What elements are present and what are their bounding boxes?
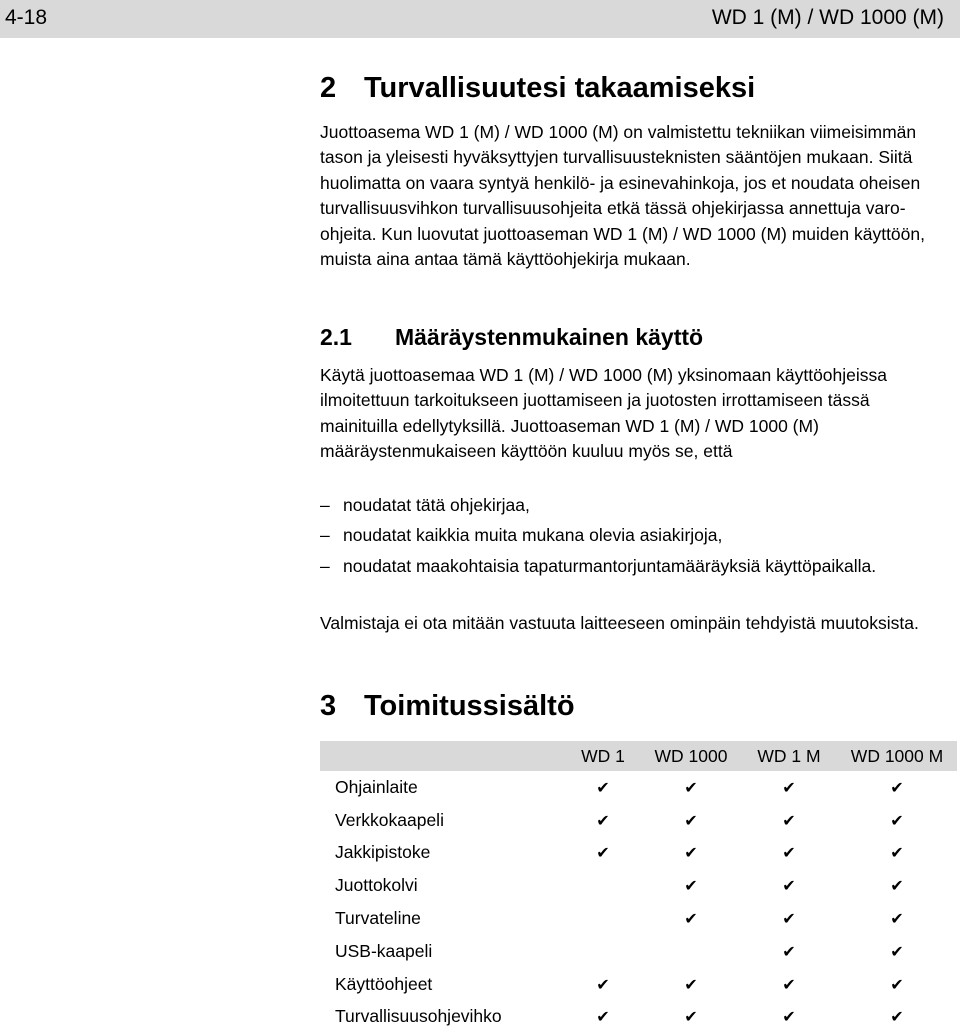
checkmark-icon: ✔ <box>890 810 904 830</box>
item-name-cell: Jakkipistoke <box>335 842 431 863</box>
item-name-cell: Verkkokaapeli <box>335 809 444 830</box>
checkmark-icon: ✔ <box>596 1007 610 1027</box>
checkmark-icon: ✔ <box>782 810 796 830</box>
section-2-1-paragraph: Käytä juottoasemaa WD 1 (M) / WD 1000 (M) yksinomaan käyttöohjeissa ilmoitettuun tarkoitukseen juottamiseen ja juotosten irrottamiseen tässä mainituilla edellytyksillä. Juottoaseman WD 1 (M) / WD 1000 (M) määräystenmukaiseen käyttöön kuuluu myös se, että <box>320 365 888 462</box>
item-name-cell: Ohjainlaite <box>335 776 418 797</box>
table-row <box>320 968 957 1001</box>
table-row <box>320 771 957 804</box>
column-header-wd1: WD 1 <box>581 745 625 766</box>
section-2-number: 2 <box>320 72 337 104</box>
section-2-1-number: 2.1 <box>320 324 352 350</box>
checkmark-icon: ✔ <box>782 1007 796 1027</box>
page-header <box>0 0 960 38</box>
section-2-paragraph: Juottoasema WD 1 (M) / WD 1000 (M) on valmistettu tekniikan viimeisimmän tason ja yleisesti hyväksyttyjen turvallisuusteknisten sääntöjen mukaan. Siitä huolimatta on vaara syntyä henkilö- ja esinevahinkoja, jos et noudata oheisen turvallisuusvihkon turvallisuusohjeita etkä tässä ohjekirjassa annettuja varo-ohjeita. Kun luovutat juottoaseman WD 1 (M) / WD 1000 (M) muiden käyttöön, muista aina antaa tämä käyttöohjekirja mukaan. <box>320 122 925 270</box>
checkmark-icon: ✔ <box>596 974 610 994</box>
section-3-heading <box>320 688 575 724</box>
checkmark-icon: ✔ <box>890 1007 904 1027</box>
empty-cell <box>641 935 741 968</box>
checkmark-icon: ✔ <box>890 909 904 929</box>
table-row <box>320 837 957 870</box>
checkmark-icon: ✔ <box>684 974 698 994</box>
empty-cell <box>565 902 641 935</box>
disclaimer-paragraph: Valmistaja ei ota mitään vastuuta laitteeseen ominpäin tehdyistä muutoksista. <box>320 613 919 633</box>
model-name: WD 1 (M) / WD 1000 (M) <box>711 6 944 29</box>
checkmark-icon: ✔ <box>782 843 796 863</box>
checkmark-icon: ✔ <box>684 810 698 830</box>
dash-icon: – <box>320 525 330 546</box>
section-3-number: 3 <box>320 690 337 722</box>
checkmark-icon: ✔ <box>890 974 904 994</box>
section-2-1-title: Määräystenmukainen käyttö <box>395 324 704 350</box>
item-name-cell: Turvateline <box>335 908 421 929</box>
item-name-cell: Käyttöohjeet <box>335 973 433 994</box>
checkmark-icon: ✔ <box>684 876 698 896</box>
list-item <box>320 554 950 579</box>
delivery-contents-table <box>320 741 957 1033</box>
table-row <box>320 902 957 935</box>
checkmark-icon: ✔ <box>684 909 698 929</box>
item-name-cell: USB-kaapeli <box>335 940 433 961</box>
list-item-text: noudatat maakohtaisia tapaturmantorjuntamääräyksiä käyttöpaikalla. <box>343 555 877 576</box>
checkmark-icon: ✔ <box>782 909 796 929</box>
section-2-title: Turvallisuutesi takaamiseksi <box>364 72 756 104</box>
checkmark-icon: ✔ <box>684 1007 698 1027</box>
checkmark-icon: ✔ <box>782 974 796 994</box>
empty-cell <box>565 869 641 902</box>
table-row <box>320 1001 957 1034</box>
list-item <box>320 493 950 518</box>
column-header-wd1m: WD 1 M <box>757 745 821 766</box>
list-item <box>320 523 950 548</box>
requirements-list <box>320 493 950 579</box>
column-header-wd1000m: WD 1000 M <box>850 745 944 766</box>
checkmark-icon: ✔ <box>596 843 610 863</box>
list-item-text: noudatat kaikkia muita mukana olevia asiakirjoja, <box>343 525 723 546</box>
checkmark-icon: ✔ <box>782 777 796 797</box>
checkmark-icon: ✔ <box>684 843 698 863</box>
column-header-wd1000: WD 1000 <box>654 745 728 766</box>
page-number: 4-18 <box>5 6 48 29</box>
checkmark-icon: ✔ <box>890 843 904 863</box>
table-row <box>320 935 957 968</box>
list-item-text: noudatat tätä ohjekirjaa, <box>343 495 530 515</box>
dash-icon: – <box>320 495 330 515</box>
checkmark-icon: ✔ <box>890 876 904 896</box>
checkmark-icon: ✔ <box>782 941 796 961</box>
section-2-heading <box>320 70 755 106</box>
empty-cell <box>565 935 641 968</box>
table-row <box>320 869 957 902</box>
table-body <box>320 771 957 1033</box>
table-header-row <box>320 741 957 771</box>
item-name-cell: Juottokolvi <box>335 875 418 896</box>
section-3-title: Toimitussisältö <box>364 690 575 722</box>
item-column-header <box>320 741 565 771</box>
table-row <box>320 804 957 837</box>
checkmark-icon: ✔ <box>596 777 610 797</box>
checkmark-icon: ✔ <box>596 810 610 830</box>
checkmark-icon: ✔ <box>890 941 904 961</box>
checkmark-icon: ✔ <box>782 876 796 896</box>
checkmark-icon: ✔ <box>684 777 698 797</box>
dash-icon: – <box>320 555 330 576</box>
checkmark-icon: ✔ <box>890 777 904 797</box>
section-2-1-heading <box>320 322 703 352</box>
item-name-cell: Turvallisuusohjevihko <box>335 1006 502 1027</box>
